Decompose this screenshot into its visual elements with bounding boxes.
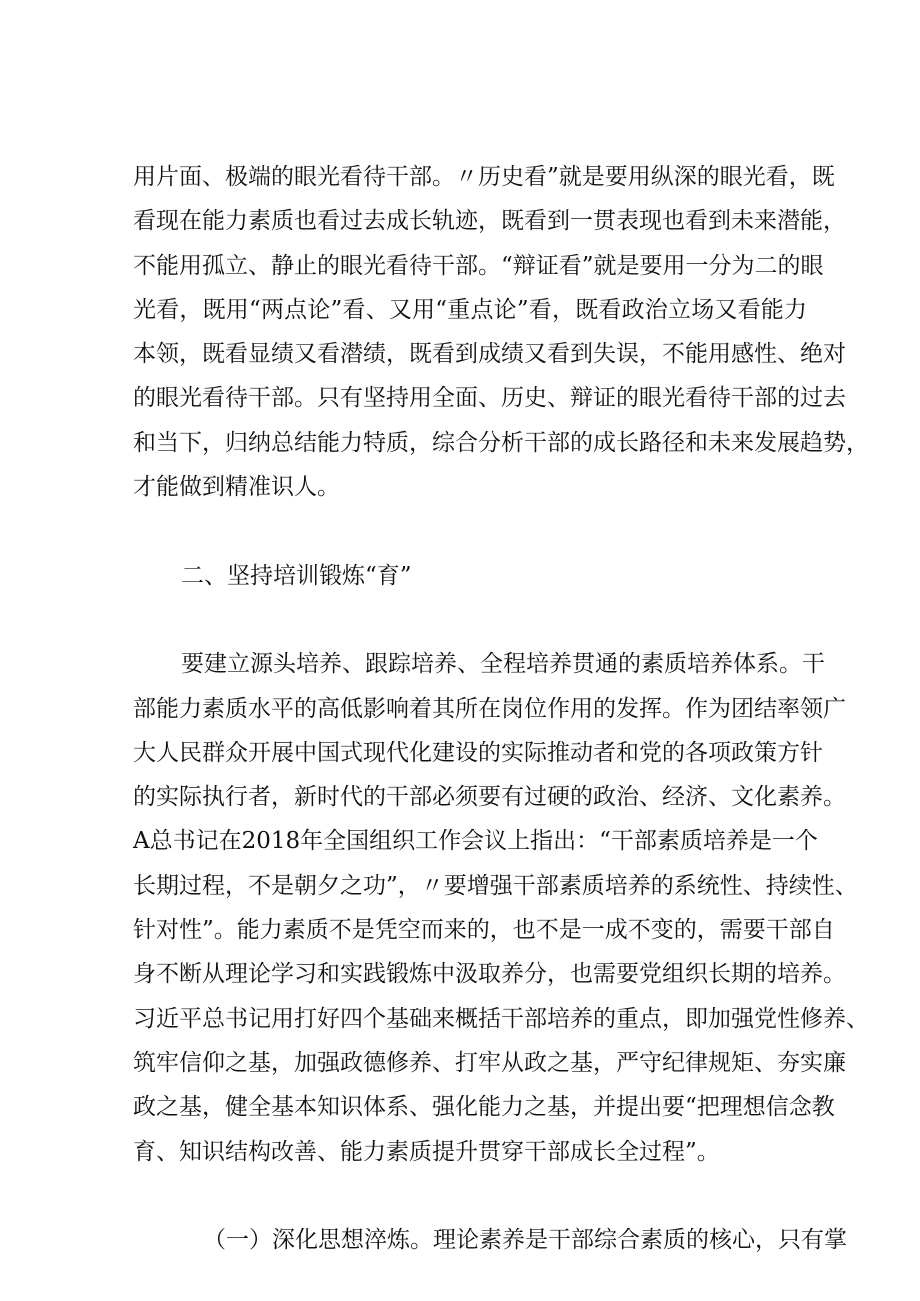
paragraph-line: 部能力素质水平的高低影响着其所在岗位作用的发挥。作为团结率领广 [133,695,846,722]
blank-line [133,1174,807,1218]
paragraph-line: 长期过程，不是朝夕之功”，〃要增强干部素质培养的系统性、持续性、 [133,872,858,899]
paragraph-line: 身不断从理论学习和实践锻炼中汲取养分，也需要党组织长期的培养。 [133,961,846,988]
paragraph-line: 政之基，健全基本知识体系、强化能力之基，并提出要“把理想信念教 [133,1094,835,1121]
document-body [133,155,869,1262]
paragraph-line: 和当下，归纳总结能力特质，综合分析干部的成长路径和未来发展趋势， [133,429,869,456]
paragraph-line: 才能做到精准识人。 [133,474,340,501]
paragraph-line: 要建立源头培养、跟踪培养、全程培养贯通的素质培养体系。干 [181,651,825,678]
paragraph-line: 用片面、极端的眼光看待干部。〃历史看”就是要用纵深的眼光看，既 [133,164,835,190]
paragraph-line: 光看，既用“两点论”看、又用“重点论”看，既看政治立场又看能力 [133,296,807,323]
section-heading: 二、坚持培训锻炼“育” [181,562,412,589]
blank-line [133,509,807,553]
paragraph-line: 看现在能力素质也看过去成长轨迹，既看到一贯表现也看到未来潜能， [133,208,846,235]
paragraph-line: 的实际执行者，新时代的干部必须要有过硬的政治、经济、文化素养。 [133,784,846,811]
paragraph-line: 习近平总书记用打好四个基础来概括干部培养的重点，即加强党性修养、 [133,1005,869,1032]
paragraph-line: 针对性”。能力素质不是凭空而来的，也不是一成不变的，需要干部自 [133,917,835,944]
paragraph-line: 大人民群众开展中国式现代化建设的实际推动者和党的各项政策方针 [133,739,823,766]
paragraph-line: A总书记在2018年全国组织工作会议上指出：“干部素质培养是一个 [133,828,818,855]
paragraph-line: 不能用孤立、静止的眼光看待干部。“辩证看”就是要用一分为二的眼 [133,252,824,279]
paragraph-line: 筑牢信仰之基，加强政德修养、打牢从政之基，严守纪律规矩、夯实廉 [133,1049,846,1076]
paragraph-line: 本领，既看显绩又看潜绩，既看到成绩又看到失误，不能用感性、绝对 [133,341,846,368]
subsection-line: （一）深化思想淬炼。理论素养是干部综合素质的核心，只有掌 [203,1227,847,1254]
paragraph-line: 育、知识结构改善、能力素质提升贯穿干部成长全过程”。 [133,1138,720,1165]
paragraph-line: 的眼光看待干部。只有坚持用全面、历史、辩证的眼光看待干部的过去 [133,385,846,412]
blank-line [133,598,807,642]
